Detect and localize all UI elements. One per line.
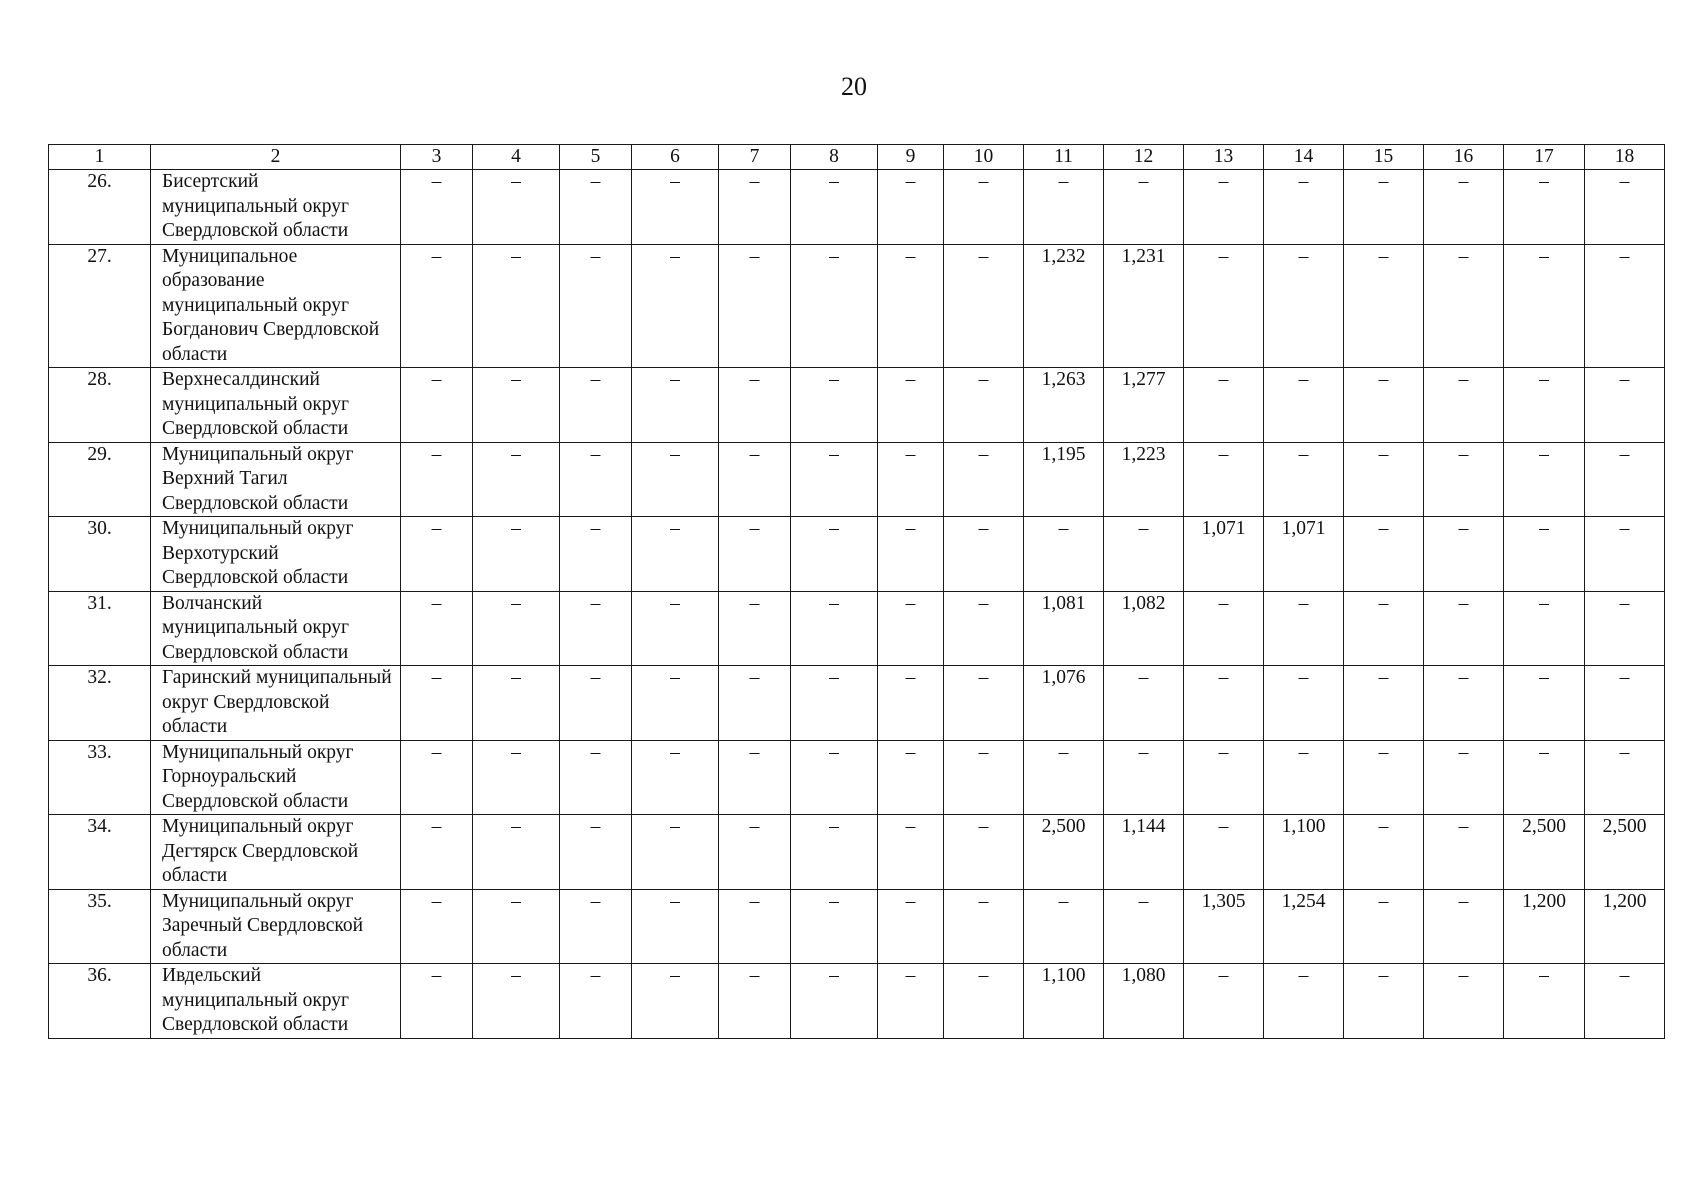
value-cell-col-15: – [1344, 244, 1424, 368]
value-cell-col-8: – [791, 368, 878, 443]
value-cell-col-4: – [473, 170, 560, 245]
row-number-cell: 29. [49, 442, 151, 517]
municipality-name-cell: Муниципальное образование муниципальный округ Богданович Свердловской области [151, 244, 401, 368]
value-cell-col-7: – [719, 666, 791, 741]
value-cell-col-11: 1,263 [1024, 368, 1104, 443]
value-cell-col-14: 1,071 [1264, 517, 1344, 592]
value-cell-col-15: – [1344, 591, 1424, 666]
value-cell-col-6: – [632, 591, 719, 666]
value-cell-col-13: – [1184, 368, 1264, 443]
column-header-18: 18 [1585, 145, 1665, 170]
value-cell-col-17: – [1504, 244, 1585, 368]
value-cell-col-5: – [560, 244, 632, 368]
value-cell-col-4: – [473, 244, 560, 368]
value-cell-col-8: – [791, 442, 878, 517]
value-cell-col-12: – [1104, 517, 1184, 592]
value-cell-col-10: – [944, 815, 1024, 890]
value-cell-col-16: – [1424, 889, 1504, 964]
value-cell-col-10: – [944, 170, 1024, 245]
column-header-8: 8 [791, 145, 878, 170]
value-cell-col-16: – [1424, 964, 1504, 1039]
value-cell-col-4: – [473, 591, 560, 666]
column-header-17: 17 [1504, 145, 1585, 170]
value-cell-col-8: – [791, 964, 878, 1039]
value-cell-col-6: – [632, 964, 719, 1039]
column-header-9: 9 [878, 145, 944, 170]
value-cell-col-9: – [878, 244, 944, 368]
municipality-name-cell: Волчанский муниципальный округ Свердловской области [151, 591, 401, 666]
value-cell-col-18: 2,500 [1585, 815, 1665, 890]
value-cell-col-18: – [1585, 442, 1665, 517]
value-cell-col-13: – [1184, 591, 1264, 666]
value-cell-col-7: – [719, 442, 791, 517]
value-cell-col-3: – [401, 517, 473, 592]
column-header-4: 4 [473, 145, 560, 170]
value-cell-col-7: – [719, 964, 791, 1039]
value-cell-col-14: – [1264, 368, 1344, 443]
value-cell-col-11: 1,100 [1024, 964, 1104, 1039]
value-cell-col-16: – [1424, 517, 1504, 592]
value-cell-col-10: – [944, 889, 1024, 964]
value-cell-col-9: – [878, 442, 944, 517]
table-row [49, 666, 1665, 741]
value-cell-col-17: – [1504, 740, 1585, 815]
value-cell-col-14: – [1264, 442, 1344, 517]
value-cell-col-12: 1,144 [1104, 815, 1184, 890]
value-cell-col-16: – [1424, 244, 1504, 368]
value-cell-col-10: – [944, 517, 1024, 592]
column-header-14: 14 [1264, 145, 1344, 170]
value-cell-col-4: – [473, 517, 560, 592]
value-cell-col-15: – [1344, 815, 1424, 890]
value-cell-col-8: – [791, 740, 878, 815]
value-cell-col-6: – [632, 666, 719, 741]
value-cell-col-4: – [473, 889, 560, 964]
value-cell-col-12: – [1104, 170, 1184, 245]
value-cell-col-14: – [1264, 666, 1344, 741]
value-cell-col-12: 1,231 [1104, 244, 1184, 368]
municipality-name-cell: Муниципальный округ Верхний Тагил Свердловской области [151, 442, 401, 517]
value-cell-col-8: – [791, 889, 878, 964]
value-cell-col-16: – [1424, 442, 1504, 517]
value-cell-col-17: – [1504, 591, 1585, 666]
value-cell-col-7: – [719, 517, 791, 592]
value-cell-col-4: – [473, 368, 560, 443]
column-header-10: 10 [944, 145, 1024, 170]
value-cell-col-4: – [473, 666, 560, 741]
value-cell-col-15: – [1344, 368, 1424, 443]
page-number: 20 [841, 72, 867, 101]
value-cell-col-12: – [1104, 740, 1184, 815]
municipality-name-cell: Верхнесалдинский муниципальный округ Свердловской области [151, 368, 401, 443]
value-cell-col-8: – [791, 170, 878, 245]
column-header-1: 1 [49, 145, 151, 170]
value-cell-col-9: – [878, 815, 944, 890]
value-cell-col-17: – [1504, 964, 1585, 1039]
value-cell-col-13: – [1184, 442, 1264, 517]
value-cell-col-7: – [719, 170, 791, 245]
value-cell-col-13: – [1184, 740, 1264, 815]
value-cell-col-3: – [401, 964, 473, 1039]
value-cell-col-6: – [632, 889, 719, 964]
value-cell-col-12: – [1104, 666, 1184, 741]
value-cell-col-9: – [878, 517, 944, 592]
value-cell-col-5: – [560, 815, 632, 890]
value-cell-col-12: 1,277 [1104, 368, 1184, 443]
table-row [49, 591, 1665, 666]
value-cell-col-9: – [878, 964, 944, 1039]
value-cell-col-3: – [401, 244, 473, 368]
row-number-cell: 32. [49, 666, 151, 741]
value-cell-col-7: – [719, 815, 791, 890]
value-cell-col-13: – [1184, 815, 1264, 890]
value-cell-col-10: – [944, 442, 1024, 517]
value-cell-col-6: – [632, 442, 719, 517]
value-cell-col-17: – [1504, 368, 1585, 443]
header-row [49, 145, 1665, 170]
value-cell-col-17: – [1504, 442, 1585, 517]
row-number-cell: 35. [49, 889, 151, 964]
value-cell-col-11: 1,076 [1024, 666, 1104, 741]
value-cell-col-10: – [944, 368, 1024, 443]
column-header-15: 15 [1344, 145, 1424, 170]
municipality-name-cell: Муниципальный округ Горноуральский Свердловской области [151, 740, 401, 815]
value-cell-col-18: – [1585, 368, 1665, 443]
municipality-name-cell: Муниципальный округ Заречный Свердловской области [151, 889, 401, 964]
table-row [49, 889, 1665, 964]
value-cell-col-15: – [1344, 170, 1424, 245]
table-row [49, 964, 1665, 1039]
column-header-12: 12 [1104, 145, 1184, 170]
value-cell-col-6: – [632, 517, 719, 592]
value-cell-col-15: – [1344, 666, 1424, 741]
value-cell-col-9: – [878, 368, 944, 443]
value-cell-col-16: – [1424, 740, 1504, 815]
value-cell-col-6: – [632, 368, 719, 443]
value-cell-col-10: – [944, 666, 1024, 741]
value-cell-col-5: – [560, 740, 632, 815]
value-cell-col-8: – [791, 591, 878, 666]
value-cell-col-3: – [401, 740, 473, 815]
value-cell-col-3: – [401, 442, 473, 517]
value-cell-col-14: 1,100 [1264, 815, 1344, 890]
value-cell-col-9: – [878, 740, 944, 815]
value-cell-col-12: 1,223 [1104, 442, 1184, 517]
value-cell-col-5: – [560, 964, 632, 1039]
value-cell-col-18: – [1585, 740, 1665, 815]
value-cell-col-17: – [1504, 666, 1585, 741]
value-cell-col-17: 2,500 [1504, 815, 1585, 890]
value-cell-col-3: – [401, 368, 473, 443]
value-cell-col-9: – [878, 666, 944, 741]
value-cell-col-15: – [1344, 889, 1424, 964]
value-cell-col-18: – [1585, 666, 1665, 741]
value-cell-col-10: – [944, 591, 1024, 666]
value-cell-col-11: – [1024, 517, 1104, 592]
table-row [49, 170, 1665, 245]
row-number-cell: 36. [49, 964, 151, 1039]
column-header-11: 11 [1024, 145, 1104, 170]
value-cell-col-4: – [473, 964, 560, 1039]
municipality-name-cell: Бисертский муниципальный округ Свердловской области [151, 170, 401, 245]
value-cell-col-17: 1,200 [1504, 889, 1585, 964]
value-cell-col-15: – [1344, 442, 1424, 517]
table-row [49, 442, 1665, 517]
row-number-cell: 28. [49, 368, 151, 443]
value-cell-col-12: – [1104, 889, 1184, 964]
value-cell-col-11: – [1024, 889, 1104, 964]
value-cell-col-16: – [1424, 170, 1504, 245]
value-cell-col-14: – [1264, 244, 1344, 368]
value-cell-col-11: 1,195 [1024, 442, 1104, 517]
row-number-cell: 26. [49, 170, 151, 245]
value-cell-col-18: 1,200 [1585, 889, 1665, 964]
municipality-name-cell: Гаринский муниципальный округ Свердловской области [151, 666, 401, 741]
row-number-cell: 30. [49, 517, 151, 592]
municipality-name-cell: Муниципальный округ Дегтярск Свердловской области [151, 815, 401, 890]
value-cell-col-3: – [401, 591, 473, 666]
table-row [49, 740, 1665, 815]
column-header-2: 2 [151, 145, 401, 170]
value-cell-col-13: – [1184, 964, 1264, 1039]
row-number-cell: 27. [49, 244, 151, 368]
value-cell-col-8: – [791, 517, 878, 592]
value-cell-col-12: 1,080 [1104, 964, 1184, 1039]
value-cell-col-11: – [1024, 740, 1104, 815]
column-header-3: 3 [401, 145, 473, 170]
table-row [49, 368, 1665, 443]
row-number-cell: 33. [49, 740, 151, 815]
value-cell-col-10: – [944, 740, 1024, 815]
value-cell-col-6: – [632, 170, 719, 245]
column-header-7: 7 [719, 145, 791, 170]
column-header-13: 13 [1184, 145, 1264, 170]
value-cell-col-16: – [1424, 368, 1504, 443]
value-cell-col-18: – [1585, 170, 1665, 245]
value-cell-col-8: – [791, 666, 878, 741]
value-cell-col-15: – [1344, 964, 1424, 1039]
row-number-cell: 34. [49, 815, 151, 890]
value-cell-col-14: – [1264, 740, 1344, 815]
value-cell-col-16: – [1424, 815, 1504, 890]
data-table [48, 144, 1665, 1039]
value-cell-col-11: 2,500 [1024, 815, 1104, 890]
value-cell-col-7: – [719, 368, 791, 443]
value-cell-col-5: – [560, 666, 632, 741]
value-cell-col-11: 1,232 [1024, 244, 1104, 368]
row-number-cell: 31. [49, 591, 151, 666]
value-cell-col-16: – [1424, 666, 1504, 741]
value-cell-col-11: – [1024, 170, 1104, 245]
value-cell-col-5: – [560, 442, 632, 517]
value-cell-col-3: – [401, 889, 473, 964]
value-cell-col-7: – [719, 889, 791, 964]
value-cell-col-13: – [1184, 666, 1264, 741]
value-cell-col-7: – [719, 244, 791, 368]
value-cell-col-12: 1,082 [1104, 591, 1184, 666]
value-cell-col-5: – [560, 591, 632, 666]
value-cell-col-6: – [632, 815, 719, 890]
value-cell-col-13: 1,071 [1184, 517, 1264, 592]
value-cell-col-4: – [473, 815, 560, 890]
value-cell-col-10: – [944, 244, 1024, 368]
value-cell-col-16: – [1424, 591, 1504, 666]
value-cell-col-18: – [1585, 591, 1665, 666]
table-body [49, 170, 1665, 1039]
value-cell-col-14: 1,254 [1264, 889, 1344, 964]
value-cell-col-6: – [632, 244, 719, 368]
value-cell-col-14: – [1264, 964, 1344, 1039]
value-cell-col-13: – [1184, 244, 1264, 368]
value-cell-col-9: – [878, 170, 944, 245]
value-cell-col-14: – [1264, 170, 1344, 245]
value-cell-col-3: – [401, 815, 473, 890]
column-header-5: 5 [560, 145, 632, 170]
value-cell-col-5: – [560, 368, 632, 443]
value-cell-col-11: 1,081 [1024, 591, 1104, 666]
value-cell-col-3: – [401, 666, 473, 741]
municipality-name-cell: Ивдельский муниципальный округ Свердловской области [151, 964, 401, 1039]
value-cell-col-6: – [632, 740, 719, 815]
value-cell-col-10: – [944, 964, 1024, 1039]
value-cell-col-8: – [791, 815, 878, 890]
value-cell-col-18: – [1585, 244, 1665, 368]
table-row [49, 815, 1665, 890]
table-row [49, 517, 1665, 592]
value-cell-col-18: – [1585, 964, 1665, 1039]
value-cell-col-13: – [1184, 170, 1264, 245]
value-cell-col-5: – [560, 517, 632, 592]
table-row [49, 244, 1665, 368]
value-cell-col-15: – [1344, 517, 1424, 592]
municipality-name-cell: Муниципальный округ Верхотурский Свердловской области [151, 517, 401, 592]
value-cell-col-17: – [1504, 517, 1585, 592]
value-cell-col-8: – [791, 244, 878, 368]
value-cell-col-9: – [878, 591, 944, 666]
value-cell-col-18: – [1585, 517, 1665, 592]
value-cell-col-5: – [560, 889, 632, 964]
value-cell-col-17: – [1504, 170, 1585, 245]
value-cell-col-14: – [1264, 591, 1344, 666]
value-cell-col-5: – [560, 170, 632, 245]
value-cell-col-15: – [1344, 740, 1424, 815]
value-cell-col-3: – [401, 170, 473, 245]
value-cell-col-7: – [719, 591, 791, 666]
value-cell-col-13: 1,305 [1184, 889, 1264, 964]
value-cell-col-7: – [719, 740, 791, 815]
value-cell-col-4: – [473, 740, 560, 815]
value-cell-col-9: – [878, 889, 944, 964]
column-header-16: 16 [1424, 145, 1504, 170]
column-header-6: 6 [632, 145, 719, 170]
value-cell-col-4: – [473, 442, 560, 517]
